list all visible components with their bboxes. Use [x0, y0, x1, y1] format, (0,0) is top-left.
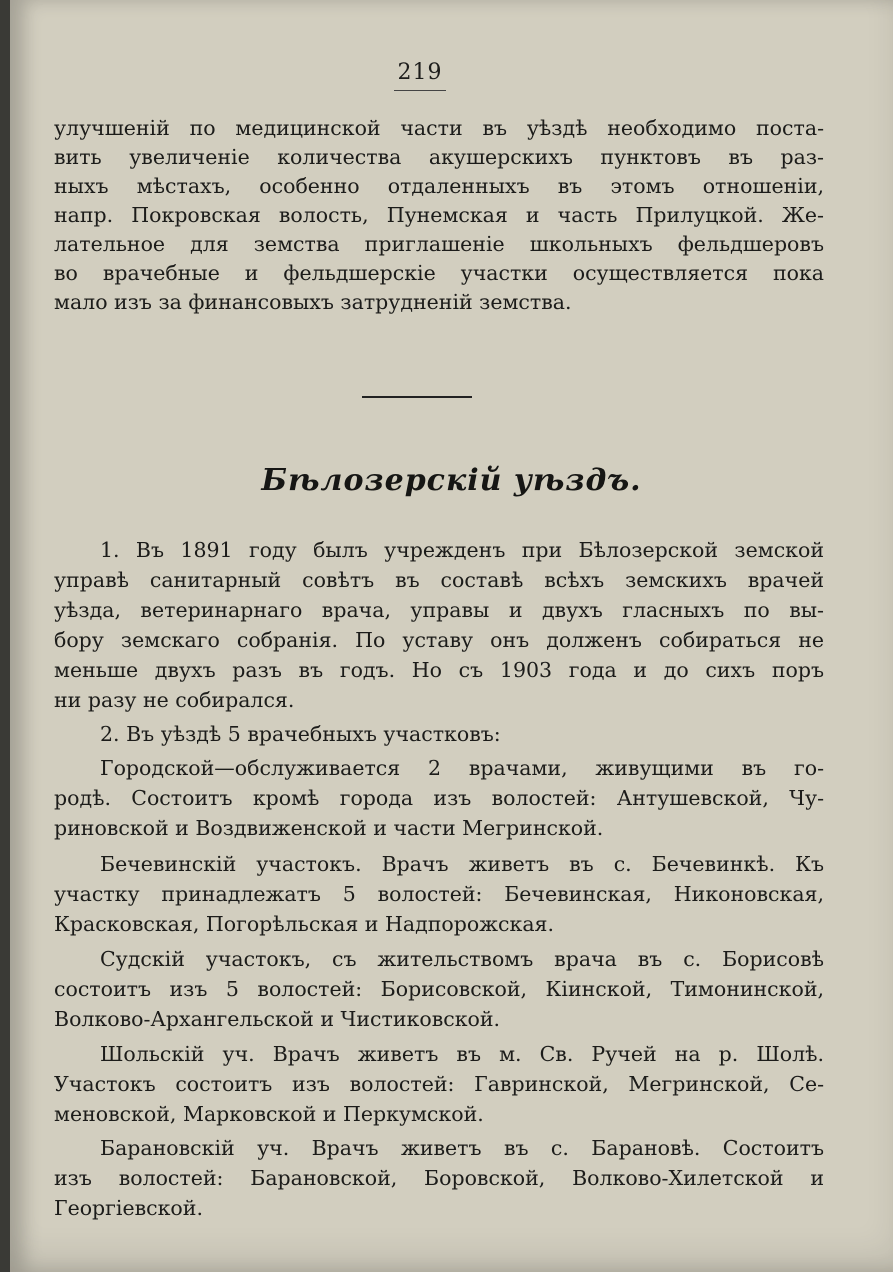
- document-page: [10, 0, 893, 1272]
- paragraph-line: участку принадлежатъ 5 волостей: Бечевинская, Никоновская,: [54, 882, 824, 906]
- paragraph-line: ни разу не собирался.: [54, 688, 295, 712]
- paragraph-line: Волково-Архангельской и Чистиковской.: [54, 1007, 501, 1031]
- intro-line: вить увеличеніе количества акушерскихъ пунктовъ въ раз-: [54, 145, 824, 169]
- paragraph-line: Барановскій уч. Врачъ живетъ въ с. Барановѣ. Состоитъ: [100, 1136, 824, 1160]
- intro-line: ныхъ мѣстахъ, особенно отдаленныхъ въ этомъ отношеніи,: [54, 174, 824, 198]
- intro-line: лательное для земства приглашеніе школьныхъ фельдшеровъ: [54, 232, 824, 256]
- paragraph-line: риновской и Воздвиженской и части Мегринской.: [54, 816, 604, 840]
- paragraph-line: изъ волостей: Барановской, Боровской, Волково-Хилетской и: [54, 1166, 824, 1190]
- section-divider: [362, 396, 472, 398]
- paragraph-line: Георгіевской.: [54, 1196, 203, 1220]
- paragraph-line: Участокъ состоитъ изъ волостей: Гавринской, Мегринской, Се-: [54, 1072, 824, 1096]
- paragraph-line: меньше двухъ разъ въ годъ. Но съ 1903 года и до сихъ поръ: [54, 658, 824, 682]
- intro-line: во врачебные и фельдшерскіе участки осуществляется пока: [54, 261, 824, 285]
- intro-line: напр. Покровская волость, Пунемская и часть Прилуцкой. Же-: [54, 203, 824, 227]
- paragraph-line: состоитъ изъ 5 волостей: Борисовской, Кіинской, Тимонинской,: [54, 977, 824, 1001]
- paragraph-line: меновской, Марковской и Перкумской.: [54, 1102, 484, 1126]
- page-number: 219: [397, 60, 443, 85]
- paragraph-line: уѣзда, ветеринарнаго врача, управы и двухъ гласныхъ по вы-: [54, 598, 824, 622]
- section-title: Бѣлозерскій уѣздъ.: [261, 463, 642, 498]
- page-number-underline: [394, 90, 446, 91]
- paragraph-line: родѣ. Состоитъ кромѣ города изъ волостей: Антушевской, Чу-: [54, 786, 824, 810]
- paragraph-line: Красковская, Погорѣльская и Надпорожская.: [54, 912, 554, 936]
- paragraph-line: Шольскій уч. Врачъ живетъ въ м. Св. Ручей на р. Шолѣ.: [100, 1042, 824, 1066]
- paragraph-line: 2. Въ уѣздѣ 5 врачебныхъ участковъ:: [100, 722, 501, 746]
- intro-line: улучшеній по медицинской части въ уѣздѣ необходимо поста-: [54, 116, 824, 140]
- paragraph-line: 1. Въ 1891 году былъ учрежденъ при Бѣлозерской земской: [100, 538, 824, 562]
- intro-line: мало изъ за финансовыхъ затрудненій земства.: [54, 290, 572, 314]
- paragraph-line: управѣ санитарный совѣтъ въ составѣ всѣхъ земскихъ врачей: [54, 568, 824, 592]
- paragraph-line: бору земскаго собранія. По уставу онъ долженъ собираться не: [54, 628, 824, 652]
- paragraph-line: Судскій участокъ, съ жительствомъ врача въ с. Борисовѣ: [100, 947, 824, 971]
- paragraph-line: Городской—обслуживается 2 врачами, живущими въ го-: [100, 756, 824, 780]
- paragraph-line: Бечевинскій участокъ. Врачъ живетъ въ с. Бечевинкѣ. Къ: [100, 852, 824, 876]
